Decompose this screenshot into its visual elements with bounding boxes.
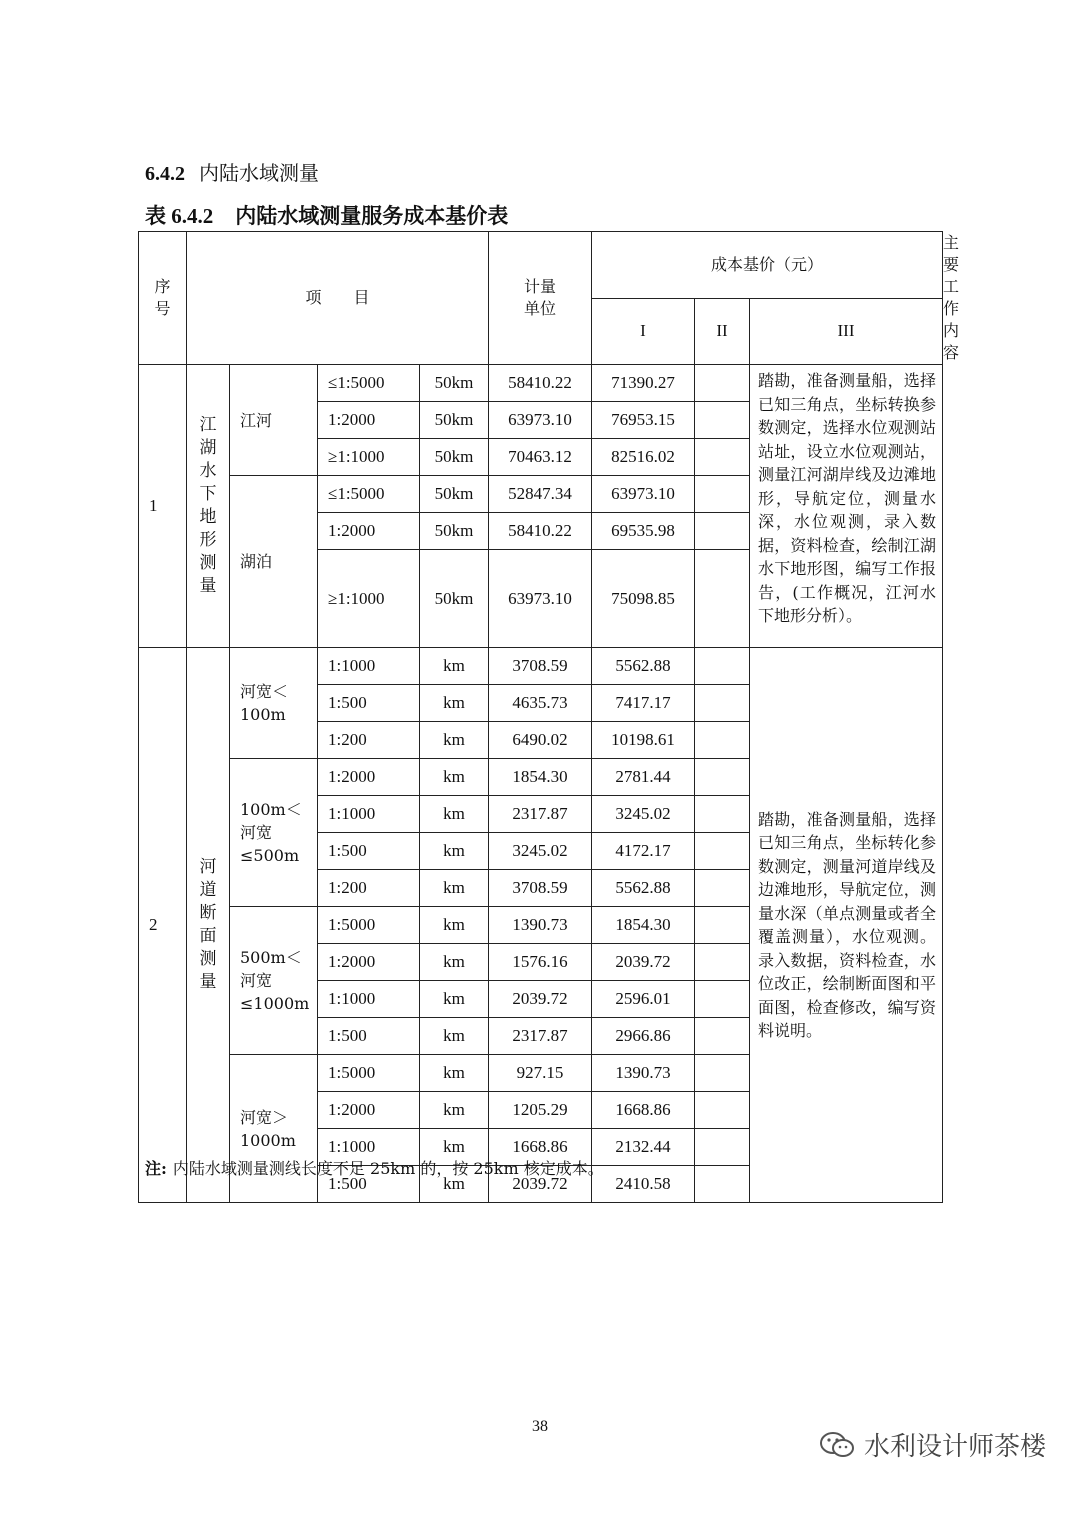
sub-item-name: 江河	[230, 365, 318, 476]
sub-item-name: 河宽＞ 1000m	[230, 1055, 318, 1203]
table-row	[139, 648, 943, 685]
price-2-cell: 2781.44	[592, 759, 695, 796]
price-1-cell: 3245.02	[489, 833, 592, 870]
price-3-cell	[695, 944, 750, 981]
price-3-cell	[695, 550, 750, 648]
unit-cell: km	[420, 833, 489, 870]
scale-cell: 1:500	[318, 685, 420, 722]
sub-item-name: 100m＜ 河宽 ≤500m	[230, 759, 318, 907]
price-2-cell: 76953.15	[592, 402, 695, 439]
unit-cell: 50km	[420, 402, 489, 439]
price-2-cell: 2132.44	[592, 1129, 695, 1166]
scale-cell: 1:200	[318, 870, 420, 907]
price-3-cell	[695, 1018, 750, 1055]
unit-cell: km	[420, 870, 489, 907]
price-3-cell	[695, 722, 750, 759]
group-name: 河 道 断 面 测 量	[187, 648, 230, 1203]
price-3-cell	[695, 365, 750, 402]
seq-cell: 2	[139, 648, 187, 1203]
unit-cell: km	[420, 1166, 489, 1203]
header-item: 项 目	[187, 232, 489, 365]
header-col-3: III	[750, 298, 943, 365]
price-3-cell	[695, 833, 750, 870]
scale-cell: 1:5000	[318, 1055, 420, 1092]
scale-cell: ≥1:1000	[318, 550, 420, 648]
price-1-cell: 3708.59	[489, 870, 592, 907]
header-price: 成本基价（元）	[592, 232, 943, 299]
section-number: 6.4.2	[145, 163, 185, 185]
group-name: 江 湖 水 下 地 形 测 量	[187, 365, 230, 648]
price-1-cell: 1668.86	[489, 1129, 592, 1166]
price-2-cell: 1854.30	[592, 907, 695, 944]
unit-cell: km	[420, 722, 489, 759]
scale-cell: 1:500	[318, 1018, 420, 1055]
price-1-cell: 4635.73	[489, 685, 592, 722]
price-3-cell	[695, 907, 750, 944]
header-col-2: II	[695, 298, 750, 365]
table-title: 内陆水域测量服务成本基价表	[235, 203, 509, 228]
unit-cell: km	[420, 981, 489, 1018]
price-3-cell	[695, 402, 750, 439]
sub-item-name: 湖泊	[230, 476, 318, 648]
price-1-cell: 1576.16	[489, 944, 592, 981]
unit-cell: 50km	[420, 513, 489, 550]
scale-cell: 1:1000	[318, 1129, 420, 1166]
price-2-cell: 75098.85	[592, 550, 695, 648]
table-caption	[145, 200, 508, 230]
price-2-cell: 2410.58	[592, 1166, 695, 1203]
price-3-cell	[695, 759, 750, 796]
unit-cell: km	[420, 648, 489, 685]
cost-table: 序 号 项 目 计量 单位 成本基价（元） 主要工作内容 I II III 1 江 湖 水 下 地 形 测 量 江河 ≤1:5000 50km 58410.22 71390.27 踏勘，准备测量船，选择已知三角点，坐标转换参数测定，选择水位观测站站址，设立水位观测站，测量江河湖岸线及边滩地形，导航定位，测量水深，水位观测，录入数据，资料检查，绘制江湖水下地形图，编写工作报告，(工作概况，江河水下地形分析）。 1:2000 50km 63973.10 76953.15 ≥1:1000 50km 70463.12 82516.02 湖泊 ≤1:5000 50km 52847.34 63973.10 1:2000 50km 58410.22 69535.98 ≥1:1000 50km 63973.10 75098.85 2 河 道 断 面 测 量 河宽＜ 100m 1:1000 km 3708.59 5562.88 踏勘，准备测量船，选择已知三角点，坐标转化参数测定，测量河道岸线及边滩地形，导航定位，测量水深（单点测量或者全覆盖测量），水位观测。录入数据，资料检查，水位改正，绘制断面图和平面图，检查修改，编写资料说明。 1:500 km 4635.73 7417.17 1:200 km 6490.02 10198.61 100m＜ 河宽 ≤500m 1:2000 km 1854.30 2781.44 1:1000 km 2317.87 3245.02 1:500 km 3245.02 4172.17 1:200 km 3708.59 5562.88 500m＜ 河宽 ≤1000m 1:5000 km 1390.73 1854.30 1:2000 km 1576.16 2039.72 1:1000 km 2039.72 2596.01 1:500 km 2317.87 2966.86 河宽＞ 1000m 1:5000 km 927.15 1390.73 1:2000 km 1205.29 1668.86 1:1000 km 1668.86 2132.44 1:500 km 2039.72 2410.58	[138, 231, 943, 1203]
price-1-cell: 58410.22	[489, 365, 592, 402]
scale-cell: 1:1000	[318, 981, 420, 1018]
price-3-cell	[695, 1166, 750, 1203]
scale-cell: ≥1:1000	[318, 439, 420, 476]
price-1-cell: 2317.87	[489, 1018, 592, 1055]
scale-cell: 1:1000	[318, 648, 420, 685]
price-2-cell: 1390.73	[592, 1055, 695, 1092]
scale-cell: ≤1:5000	[318, 476, 420, 513]
price-2-cell: 7417.17	[592, 685, 695, 722]
price-1-cell: 2039.72	[489, 1166, 592, 1203]
unit-cell: km	[420, 1018, 489, 1055]
scale-cell: 1:2000	[318, 759, 420, 796]
page-number: 38	[532, 1418, 548, 1435]
price-1-cell: 2039.72	[489, 981, 592, 1018]
unit-cell: km	[420, 796, 489, 833]
watermark	[818, 1426, 1046, 1463]
price-3-cell	[695, 476, 750, 513]
price-2-cell: 5562.88	[592, 870, 695, 907]
price-1-cell: 1205.29	[489, 1092, 592, 1129]
price-1-cell: 6490.02	[489, 722, 592, 759]
price-3-cell	[695, 648, 750, 685]
unit-cell: km	[420, 1092, 489, 1129]
scale-cell: 1:500	[318, 1166, 420, 1203]
unit-cell: 50km	[420, 476, 489, 513]
header-col-1: I	[592, 298, 695, 365]
price-2-cell: 71390.27	[592, 365, 695, 402]
price-1-cell: 927.15	[489, 1055, 592, 1092]
price-2-cell: 1668.86	[592, 1092, 695, 1129]
unit-cell: km	[420, 1055, 489, 1092]
scale-cell: 1:2000	[318, 402, 420, 439]
scale-cell: ≤1:5000	[318, 365, 420, 402]
unit-cell: km	[420, 685, 489, 722]
unit-cell: 50km	[420, 365, 489, 402]
price-1-cell: 3708.59	[489, 648, 592, 685]
price-2-cell: 2039.72	[592, 944, 695, 981]
section-title: 内陆水域测量	[199, 161, 319, 185]
price-1-cell: 2317.87	[489, 796, 592, 833]
unit-cell: km	[420, 1129, 489, 1166]
price-2-cell: 3245.02	[592, 796, 695, 833]
scale-cell: 1:200	[318, 722, 420, 759]
price-2-cell: 63973.10	[592, 476, 695, 513]
watermark-text: 水利设计师茶楼	[863, 1432, 1046, 1462]
price-2-cell: 82516.02	[592, 439, 695, 476]
price-3-cell	[695, 1129, 750, 1166]
scale-cell: 1:2000	[318, 1092, 420, 1129]
price-2-cell: 69535.98	[592, 513, 695, 550]
unit-cell: 50km	[420, 439, 489, 476]
price-3-cell	[695, 439, 750, 476]
scale-cell: 1:2000	[318, 513, 420, 550]
header-unit: 计量 单位	[489, 232, 592, 365]
table-note	[145, 1156, 604, 1179]
table-row	[139, 365, 943, 402]
seq-cell: 1	[139, 365, 187, 648]
unit-cell: km	[420, 759, 489, 796]
unit-cell: km	[420, 944, 489, 981]
price-1-cell: 1390.73	[489, 907, 592, 944]
price-3-cell	[695, 1092, 750, 1129]
wechat-icon	[818, 1430, 856, 1460]
price-3-cell	[695, 513, 750, 550]
price-2-cell: 5562.88	[592, 648, 695, 685]
scale-cell: 1:500	[318, 833, 420, 870]
price-3-cell	[695, 870, 750, 907]
price-3-cell	[695, 1055, 750, 1092]
price-1-cell: 52847.34	[489, 476, 592, 513]
table-label: 表 6.4.2	[145, 204, 214, 228]
header-seq: 序 号	[139, 232, 187, 365]
price-1-cell: 70463.12	[489, 439, 592, 476]
note-label: 注:	[145, 1159, 167, 1178]
section-heading	[145, 157, 319, 186]
price-1-cell: 58410.22	[489, 513, 592, 550]
price-2-cell: 10198.61	[592, 722, 695, 759]
unit-cell: km	[420, 907, 489, 944]
price-3-cell	[695, 685, 750, 722]
price-1-cell: 63973.10	[489, 550, 592, 648]
work-content: 踏勘，准备测量船，选择已知三角点，坐标转化参数测定，测量河道岸线及边滩地形，导航定位，测量水深（单点测量或者全覆盖测量），水位观测。录入数据，资料检查，水位改正，绘制断面图和平面图，检查修改，编写资料说明。	[750, 648, 943, 1203]
price-2-cell: 2966.86	[592, 1018, 695, 1055]
price-3-cell	[695, 796, 750, 833]
scale-cell: 1:2000	[318, 944, 420, 981]
scale-cell: 1:1000	[318, 796, 420, 833]
sub-item-name: 河宽＜ 100m	[230, 648, 318, 759]
work-content: 踏勘，准备测量船，选择已知三角点，坐标转换参数测定，选择水位观测站站址，设立水位观测站，测量江河湖岸线及边滩地形，导航定位，测量水深，水位观测，录入数据，资料检查，绘制江湖水下地形图，编写工作报告，(工作概况，江河水下地形分析）。	[750, 365, 943, 648]
scale-cell: 1:5000	[318, 907, 420, 944]
note-text: 内陆水域测量测线长度不足 25km 的，按 25km 核定成本。	[172, 1159, 604, 1178]
price-3-cell	[695, 981, 750, 1018]
price-1-cell: 63973.10	[489, 402, 592, 439]
sub-item-name: 500m＜ 河宽 ≤1000m	[230, 907, 318, 1055]
price-1-cell: 1854.30	[489, 759, 592, 796]
price-2-cell: 4172.17	[592, 833, 695, 870]
unit-cell: 50km	[420, 550, 489, 648]
price-2-cell: 2596.01	[592, 981, 695, 1018]
